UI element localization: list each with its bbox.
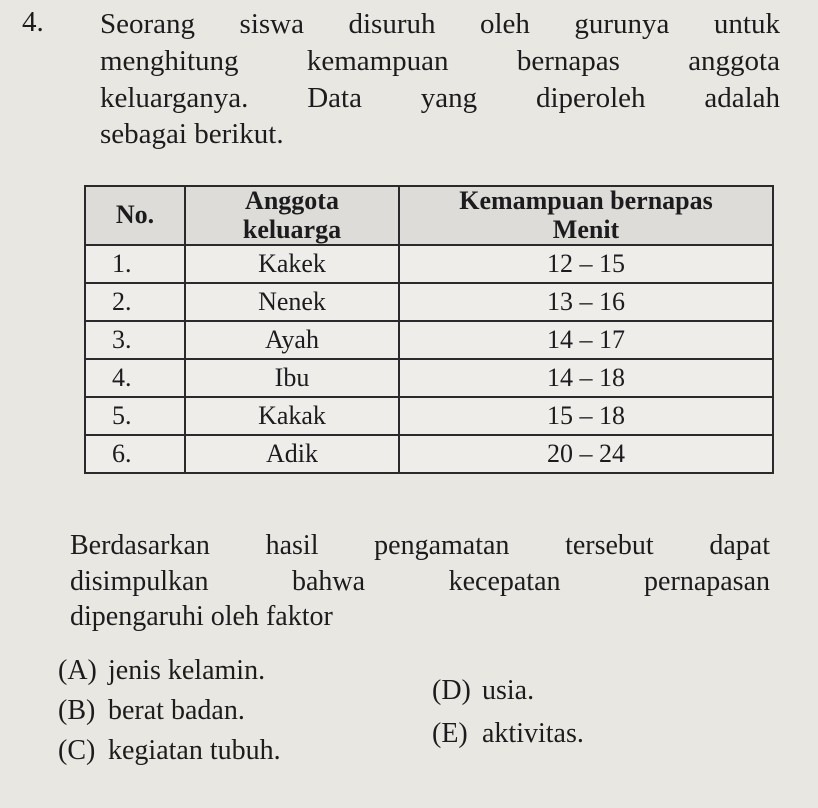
option-text: jenis kelamin.	[108, 655, 266, 686]
cell-breathing: 14 – 18	[399, 359, 773, 397]
header-breathing	[399, 186, 773, 245]
cell-member: Ayah	[185, 321, 399, 359]
header-breathing-line1: Kemampuan bernapas	[459, 186, 713, 215]
question-line: keluarganya. Data yang diperoleh adalah	[100, 81, 780, 114]
cell-member: Ibu	[185, 359, 399, 397]
table-row	[85, 321, 773, 359]
cell-no: 6.	[85, 435, 185, 473]
option-a[interactable]	[58, 655, 265, 687]
cell-breathing: 15 – 18	[399, 397, 773, 435]
option-e[interactable]	[432, 718, 584, 750]
conclusion-line: Berdasarkan hasil pengamatan tersebut dapat	[70, 530, 770, 561]
header-breathing-line2: Menit	[552, 214, 620, 244]
cell-no: 4.	[85, 359, 185, 397]
table-row	[85, 245, 773, 283]
option-letter: (B)	[58, 695, 96, 726]
conclusion-line: disimpulkan bahwa kecepatan pernapasan	[70, 565, 770, 597]
question-line: Seorang siswa disuruh oleh gurunya untuk	[100, 8, 780, 40]
table-row	[85, 397, 773, 435]
header-member-line1: Anggota	[245, 186, 339, 215]
question-text	[100, 6, 780, 153]
cell-breathing: 13 – 16	[399, 283, 773, 321]
table-row	[85, 359, 773, 397]
cell-no: 1.	[85, 245, 185, 283]
option-d[interactable]	[432, 675, 534, 707]
option-letter: (E)	[432, 718, 468, 749]
question-line: sebagai berikut.	[100, 118, 284, 151]
option-letter: (C)	[58, 735, 96, 766]
option-letter: (D)	[432, 675, 471, 706]
cell-member: Kakak	[185, 397, 399, 435]
header-member	[185, 186, 399, 245]
cell-breathing: 12 – 15	[399, 245, 773, 283]
option-letter: (A)	[58, 655, 97, 686]
option-text: aktivitas.	[482, 718, 584, 749]
cell-breathing: 20 – 24	[399, 435, 773, 473]
cell-no: 3.	[85, 321, 185, 359]
table-header-row	[85, 186, 773, 245]
option-c[interactable]	[58, 735, 281, 767]
cell-member: Nenek	[185, 283, 399, 321]
table-row	[85, 435, 773, 473]
cell-no: 2.	[85, 283, 185, 321]
question-line: menghitung kemampuan bernapas anggota	[100, 44, 780, 77]
header-member-line2: keluarga	[242, 214, 342, 244]
breathing-data-table	[84, 185, 774, 474]
option-text: usia.	[482, 675, 535, 706]
conclusion-line: dipengaruhi oleh faktor	[70, 601, 333, 633]
table-row	[85, 283, 773, 321]
question-number: 4.	[22, 6, 44, 38]
option-text: kegiatan tubuh.	[108, 735, 281, 766]
cell-breathing: 14 – 17	[399, 321, 773, 359]
option-b[interactable]	[58, 695, 245, 727]
cell-no: 5.	[85, 397, 185, 435]
cell-member: Kakek	[185, 245, 399, 283]
cell-member: Adik	[185, 435, 399, 473]
conclusion-text	[70, 528, 770, 635]
header-no: No.	[85, 186, 185, 245]
option-text: berat badan.	[108, 695, 245, 726]
